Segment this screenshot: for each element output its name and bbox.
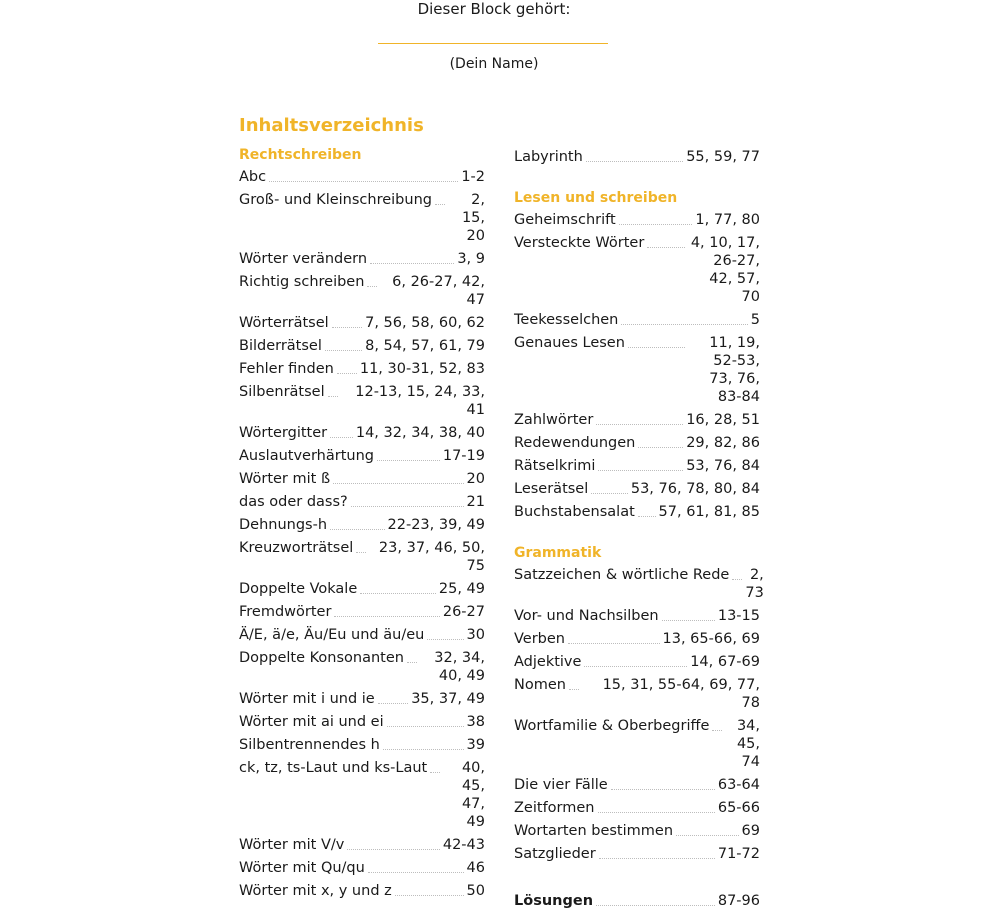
entry-pages: 3, 9: [457, 251, 485, 267]
toc-entry: [514, 331, 760, 408]
toc-right-column: [514, 145, 764, 912]
entry-title: Verben: [514, 631, 565, 647]
entry-title: ck, tz, ts-Laut und ks-Laut: [239, 760, 428, 776]
dot-leader: [591, 480, 628, 494]
dot-leader: [427, 626, 463, 640]
entry-title: Auslautverhärtung: [239, 448, 374, 464]
name-hint: (Dein Name): [449, 56, 539, 72]
entry-pages: 22-23, 39, 49: [387, 517, 485, 533]
dot-leader: [395, 882, 464, 896]
toc-entry: [514, 408, 760, 431]
entry-pages: 13-15: [717, 608, 760, 624]
entry-title: Fremdwörter: [239, 604, 332, 620]
entry-title: Geheimschrift: [514, 212, 616, 228]
dot-leader: [662, 607, 715, 621]
entry-title: Leserätsel: [514, 481, 589, 497]
dot-leader: [334, 603, 439, 617]
entry-pages: 53, 76, 78, 80, 84: [630, 481, 760, 497]
toc-entry: [239, 833, 485, 856]
entry-title: Wörtergitter: [239, 425, 328, 441]
entry-title: Zahlwörter: [514, 412, 594, 428]
dot-leader: [325, 337, 362, 351]
entry-pages: 2, 73: [745, 567, 764, 601]
entry-pages: 6, 26-27, 42, 47: [392, 274, 485, 308]
entry-pages: 14, 67-69: [690, 654, 760, 670]
entry-title: Rätselkrimi: [514, 458, 596, 474]
toc-entry: [514, 308, 760, 331]
toc-entry: [239, 577, 485, 600]
dot-leader: [333, 470, 463, 484]
toc-entry: [239, 467, 485, 490]
toc-entry: [239, 188, 485, 247]
entry-pages: 1, 77, 80: [695, 212, 760, 228]
toc-entry: [239, 270, 485, 311]
toc-entry: [514, 563, 764, 604]
toc-entry: [514, 842, 760, 865]
entry-pages: 53, 76, 84: [686, 458, 760, 474]
entry-title: das oder dass?: [239, 494, 348, 510]
entry-pages: 13, 65-66, 69: [662, 631, 760, 647]
entry-pages: 38: [466, 714, 485, 730]
toc-entry: [514, 714, 760, 773]
entry-pages: 65-66: [717, 800, 760, 816]
entry-title: Wörterrätsel: [239, 315, 329, 331]
dot-leader: [330, 516, 384, 530]
entry-pages: 57, 61, 81, 85: [658, 504, 760, 520]
entry-pages: 69: [741, 823, 760, 839]
section-lesen-schreiben: Lesen und schreiben: [514, 190, 678, 206]
dot-leader: [598, 799, 715, 813]
entry-title: Adjektive: [514, 654, 582, 670]
dot-leader: [332, 314, 362, 328]
toc-entry-solutions: [514, 889, 760, 912]
entry-pages: 29, 82, 86: [686, 435, 760, 451]
owner-label: Dieser Block gehört:: [417, 0, 571, 18]
toc-entry: [239, 444, 485, 467]
entry-pages: 1-2: [461, 169, 485, 185]
dot-leader: [347, 836, 440, 850]
toc-entry: [514, 454, 760, 477]
entry-title: Groß- und Kleinschreibung: [239, 192, 432, 208]
toc-title: Inhaltsverzeichnis: [239, 115, 424, 136]
entry-pages: 14, 32, 34, 38, 40: [355, 425, 485, 441]
entry-title: Satzglieder: [514, 846, 596, 862]
toc-entry: [239, 513, 485, 536]
dot-leader: [611, 776, 715, 790]
toc-entry: [514, 604, 760, 627]
toc-entry: [514, 773, 760, 796]
entry-pages: 63-64: [717, 777, 760, 793]
dot-leader: [430, 759, 440, 773]
grammatik-list: [514, 563, 764, 865]
dot-leader: [383, 736, 464, 750]
toc-left-column: [239, 145, 485, 902]
entry-pages: 7, 56, 58, 60, 62: [365, 315, 485, 331]
toc-entry: [239, 311, 485, 334]
dot-leader: [586, 148, 683, 162]
dot-leader: [435, 191, 445, 205]
entry-title: Silbentrennendes h: [239, 737, 380, 753]
entry-pages: 4, 10, 17, 26-27, 42, 57, 70: [690, 235, 760, 305]
dot-leader: [328, 383, 338, 397]
toc-entry: [514, 796, 760, 819]
entry-title: Wörter mit Qu/qu: [239, 860, 365, 876]
entry-pages: 34, 45, 74: [736, 718, 760, 770]
entry-title: Wörter mit V/v: [239, 837, 345, 853]
toc-entry: [514, 431, 760, 454]
toc-entry: [239, 687, 485, 710]
rechtschreiben-list: [239, 165, 485, 902]
toc-entry: [514, 819, 760, 842]
dot-leader: [628, 334, 685, 348]
name-line: [378, 43, 608, 44]
solutions-list: [514, 889, 760, 912]
entry-pages: 20: [466, 471, 485, 487]
entry-title: Vor- und Nachsilben: [514, 608, 659, 624]
toc-entry: [239, 380, 485, 421]
entry-title: Doppelte Vokale: [239, 581, 358, 597]
dot-leader: [367, 273, 377, 287]
dot-leader: [360, 580, 436, 594]
entry-title: Satzzeichen & wörtliche Rede: [514, 567, 730, 583]
entry-title: Redewendungen: [514, 435, 636, 451]
entry-title: Zeitformen: [514, 800, 595, 816]
dot-leader: [407, 649, 417, 663]
toc-entry: [239, 247, 485, 270]
entry-title: Buchstabensalat: [514, 504, 635, 520]
dot-leader: [712, 717, 722, 731]
entry-title: Wörter mit i und ie: [239, 691, 375, 707]
entry-title: Genaues Lesen: [514, 335, 625, 351]
entry-pages: 40, 45, 47, 49: [461, 760, 485, 830]
toc-entry: [239, 856, 485, 879]
entry-pages: 50: [466, 883, 485, 899]
entry-pages: 11, 30-31, 52, 83: [359, 361, 485, 377]
dot-leader: [568, 630, 660, 644]
entry-pages: 12-13, 15, 24, 33, 41: [355, 384, 485, 418]
entry-title: Silbenrätsel: [239, 384, 325, 400]
entry-pages: 21: [466, 494, 485, 510]
entry-title: Nomen: [514, 677, 566, 693]
entry-title: Wörter verändern: [239, 251, 368, 267]
entry-title: Wörter mit ai und ei: [239, 714, 384, 730]
entry-title: Wörter mit ß: [239, 471, 331, 487]
dot-leader: [378, 690, 408, 704]
entry-pages: 55, 59, 77: [686, 149, 760, 165]
toc-entry: [239, 536, 485, 577]
section-grammatik: Grammatik: [514, 545, 602, 561]
toc-entry: [239, 879, 485, 902]
toc-entry: [239, 421, 485, 444]
toc-entry: [239, 733, 485, 756]
entry-pages: 16, 28, 51: [686, 412, 760, 428]
toc-entry: [514, 208, 760, 231]
entry-pages: 23, 37, 46, 50, 75: [378, 540, 485, 574]
entry-pages: 42-43: [442, 837, 485, 853]
entry-title: Dehnungs-h: [239, 517, 328, 533]
entry-pages: 30: [466, 627, 485, 643]
dot-leader: [638, 434, 683, 448]
entry-title: Ä/E, ä/e, Äu/Eu und äu/eu: [239, 627, 425, 643]
entry-pages: 39: [466, 737, 485, 753]
toc-entry: [239, 646, 485, 687]
toc-entry: [239, 334, 485, 357]
toc-entry: [239, 623, 485, 646]
entry-pages: 87-96: [717, 893, 760, 909]
entry-title: Wortarten bestimmen: [514, 823, 674, 839]
dot-leader: [569, 676, 579, 690]
toc-entry: [239, 600, 485, 623]
entry-title: Teekesselchen: [514, 312, 619, 328]
toc-entry: [514, 231, 760, 308]
entry-title: Die vier Fälle: [514, 777, 608, 793]
dot-leader: [638, 503, 656, 517]
lesen-schreiben-list: [514, 208, 760, 523]
toc-entry: [514, 477, 760, 500]
entry-title: Versteckte Wörter: [514, 235, 645, 251]
entry-pages: 35, 37, 49: [411, 691, 485, 707]
entry-title: Abc: [239, 169, 267, 185]
dot-leader: [351, 493, 464, 507]
dot-leader: [584, 653, 687, 667]
dot-leader: [377, 447, 440, 461]
top-entries-list: [514, 145, 760, 168]
dot-leader: [330, 424, 353, 438]
entry-pages: 25, 49: [438, 581, 485, 597]
dot-leader: [647, 234, 685, 248]
entry-pages: 15, 31, 55-64, 69, 77, 78: [602, 677, 760, 711]
dot-leader: [356, 539, 366, 553]
toc-entry: [239, 165, 485, 188]
entry-pages: 8, 54, 57, 61, 79: [365, 338, 485, 354]
entry-pages: 32, 34, 40, 49: [434, 650, 485, 684]
dot-leader: [387, 713, 464, 727]
dot-leader: [337, 360, 357, 374]
entry-title: Wörter mit x, y und z: [239, 883, 392, 899]
dot-leader: [596, 411, 683, 425]
dot-leader: [676, 822, 739, 836]
toc-entry: [239, 710, 485, 733]
dot-leader: [596, 892, 715, 906]
entry-title: Labyrinth: [514, 149, 583, 165]
entry-title: Fehler finden: [239, 361, 334, 377]
dot-leader: [598, 457, 683, 471]
entry-title: Kreuzworträtsel: [239, 540, 354, 556]
toc-entry: [239, 490, 485, 513]
dot-leader: [370, 250, 454, 264]
dot-leader: [368, 859, 464, 873]
toc-entry: [514, 650, 760, 673]
entry-pages: 71-72: [717, 846, 760, 862]
toc-entry: [514, 500, 760, 523]
dot-leader: [621, 311, 747, 325]
dot-leader: [732, 566, 742, 580]
entry-title: Richtig schreiben: [239, 274, 365, 290]
toc-entry: [239, 756, 485, 833]
section-rechtschreiben: Rechtschreiben: [239, 147, 362, 163]
entry-pages: 26-27: [442, 604, 485, 620]
toc-entry: [239, 357, 485, 380]
entry-pages: 2, 15, 20: [461, 192, 485, 244]
toc-entry: [514, 145, 760, 168]
entry-pages: 5: [750, 312, 760, 328]
toc-entry: [514, 673, 760, 714]
dot-leader: [599, 845, 715, 859]
entry-title: Doppelte Konsonanten: [239, 650, 404, 666]
entry-pages: 17-19: [442, 448, 485, 464]
toc-entry: [514, 627, 760, 650]
entry-title: Wortfamilie & Oberbegriffe: [514, 718, 710, 734]
entry-pages: 11, 19, 52-53, 73, 76, 83-84: [709, 335, 760, 405]
entry-pages: 46: [466, 860, 485, 876]
entry-title: Bilderrätsel: [239, 338, 322, 354]
dot-leader: [269, 168, 458, 182]
entry-title: Lösungen: [514, 893, 594, 909]
dot-leader: [619, 211, 693, 225]
